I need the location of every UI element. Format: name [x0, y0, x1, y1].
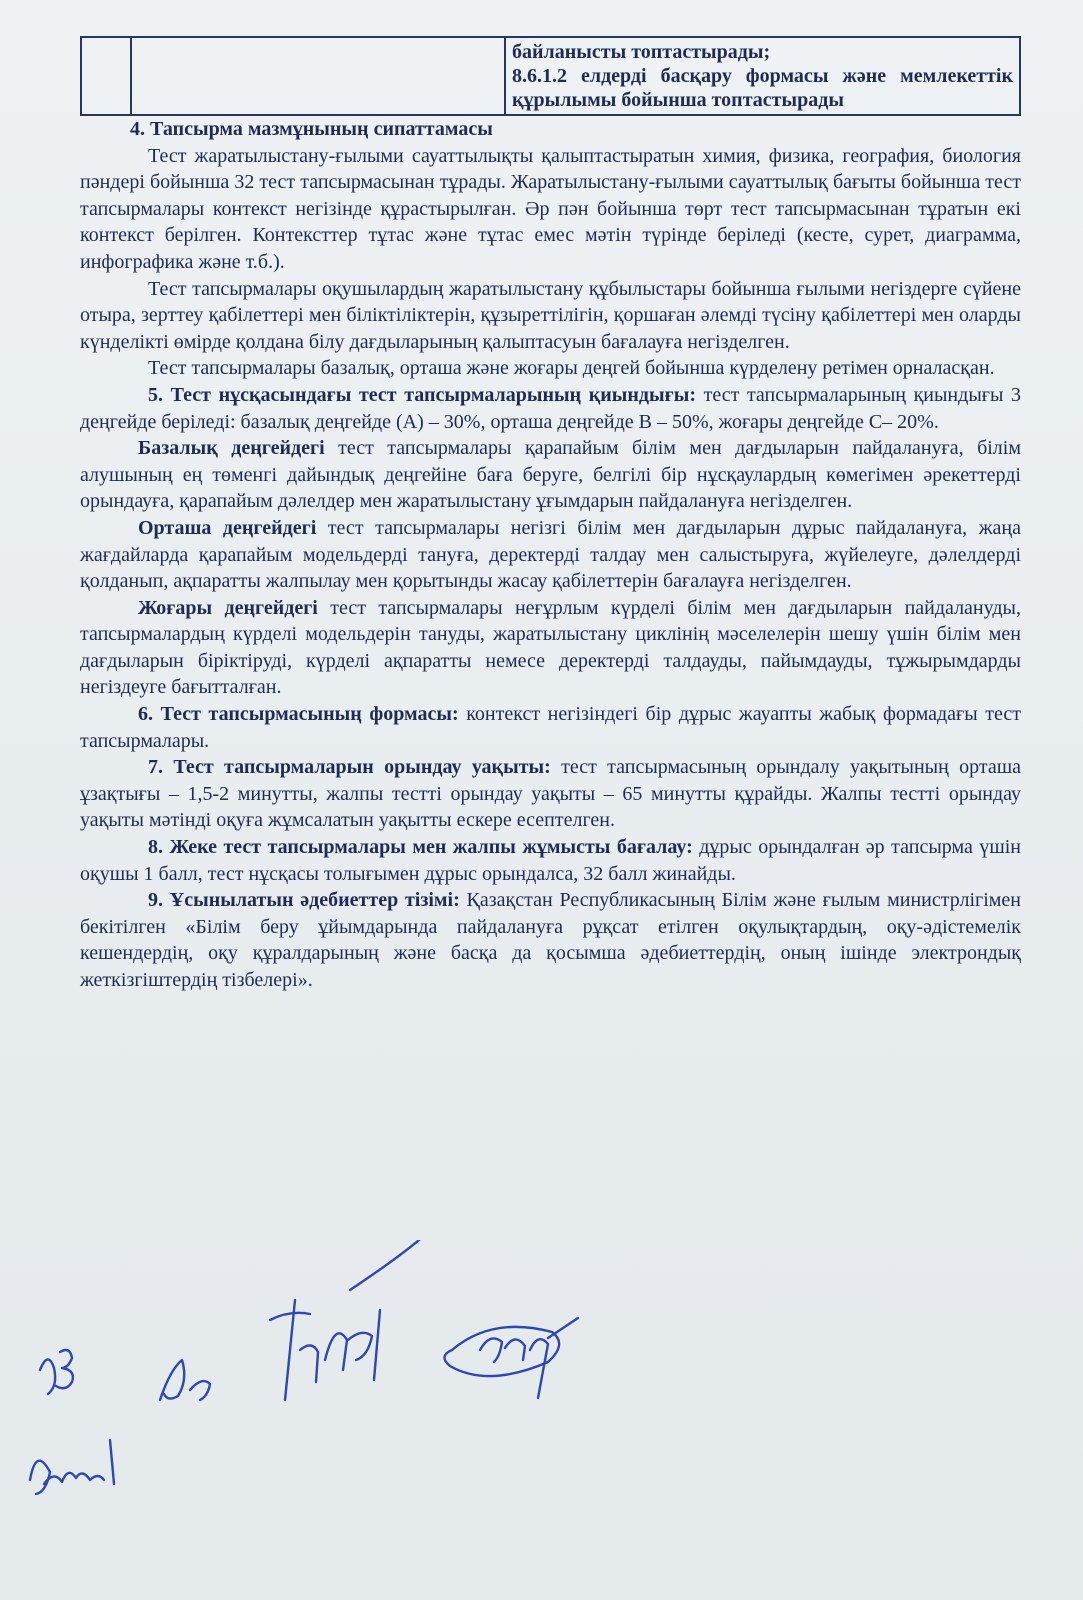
section-5-paragraph	[80, 382, 1021, 435]
signature-5	[30, 1440, 114, 1494]
requirements-table	[80, 36, 1021, 116]
signatures-area	[0, 1240, 1083, 1600]
base-level-paragraph	[80, 435, 1021, 515]
signature-2	[160, 1360, 210, 1400]
section-8-paragraph	[80, 834, 1021, 887]
mid-level-text: тест тапсырмалары негізгі білім мен дағдыларын дұрыс пайдалануға, жаңа жағдайларда қарапайым модельдерді тануға, деректерді талдау мен салыстыруға, жүйелеуге, дәлелдерді қолданып, ақпаратты жалпылау мен қорытынды жасау қабілеттерін бағалауға негізделген.	[80, 516, 1021, 593]
objective-text-1: байланысты топтастырады;	[512, 41, 771, 63]
section-7-text: тест тапсырмасының орындалу уақытының орташа ұзақтығы – 1,5-2 минутты, жалпы тестті орындау уақыты – 65 минутты құрайды. Жалпы тестті орындау уақыты мәтінді оқуға жұмсалатын уақытты ескере есептелген.	[80, 756, 1021, 832]
section-9-paragraph	[80, 887, 1021, 993]
mid-level-term: Орташа деңгейдегі	[138, 516, 317, 539]
section-4-heading: 4. Тапсырма мазмұнының сипаттамасы	[130, 118, 493, 140]
section-6-heading: 6. Тест тапсырмасының формасы:	[138, 703, 459, 726]
section-7-paragraph	[80, 754, 1021, 834]
document-body	[80, 116, 1021, 994]
section-8-heading: 8. Жеке тест тапсырмалары мен жалпы жұмысты бағалау:	[148, 836, 693, 859]
section-5-text: тест тапсырмаларының қиындығы 3 деңгейде беріледі: базалық деңгейде (А) – 30%, орташа деңгейде В – 50%, жоғары деңгейде С– 20%.	[80, 383, 1021, 433]
section-6-text: контекст негізіндегі бір дұрыс жауапты жабық формадағы тест тапсырмалары.	[80, 703, 1021, 752]
section-4-paragraph-3: Тест тапсырмалары базалық, орташа және жоғары деңгей бойынша күрделену ретімен орналасқан.	[148, 357, 995, 380]
high-level-text: тест тапсырмалары неғұрлым күрделі білім мен дағдыларын пайдалануды, тапсырмалардың күрделі модельдерін тануды, жаратылыстану циклінің мәселелерін шешу үшін білім мен дағдыларын біріктіруді, күрделі ақпаратты немесе деректерді талдауды, пайымдауды, тұжырымдарды негіздеуге бағытталған.	[80, 596, 1021, 699]
table-cell-objectives	[505, 37, 1020, 115]
section-6-paragraph	[80, 701, 1021, 754]
base-level-text: тест тапсырмалары қарапайым білім мен дағдыларын пайдалануға, білім алушының ең төменгі дайындық деңгейіне баға беруге, белгілі бір нұсқаулардың көмегімен әрекеттерді орындауға, қарапайым дәлелдер мен жаратылыстану ұғымдарын пайдалануға негізделген.	[80, 437, 1021, 513]
signature-3	[270, 1240, 430, 1400]
objective-text-2: 8.6.1.2 елдерді басқару формасы және мемлекеттік құрылымы бойынша топтастырады	[512, 65, 1013, 111]
section-9-text: Қазақстан Республикасының Білім және ғылым министрлігімен бекітілген «Білім беру ұйымдарында пайдалануға рұқсат етілген оқулықтардың, оқу-әдістемелік кешендердің, оқу құралдарының және басқа да қосымша әдебиеттердің, оның ішінде электрондық жеткізгіштердің тізбелері».	[80, 889, 1021, 991]
section-7-heading: 7. Тест тапсырмаларын орындау уақыты:	[148, 756, 551, 779]
table-cell-number	[81, 37, 131, 115]
table-cell-topic	[131, 37, 505, 115]
high-level-term: Жоғары деңгейдегі	[138, 596, 318, 619]
signature-4	[444, 1318, 578, 1398]
section-5-heading: 5. Тест нұсқасындағы тест тапсырмаларының қиындығы:	[148, 383, 697, 406]
high-level-paragraph	[80, 595, 1021, 701]
signature-1	[40, 1350, 73, 1394]
section-9-heading: 9. Ұсынылатын әдебиеттер тізімі:	[148, 889, 460, 912]
section-4-paragraph-2: Тест тапсырмалары оқушылардың жаратылыстану құбылыстары бойынша ғылыми негіздерге сүйене отыра, зерттеу қабілеттері мен біліктіліктерін, құзыреттілігін, қоршаған әлемді түсіну қабілеттері мен оларды күнделікті өмірде қолдана білу дағдыларының қалыптасуын бағалауға негізделген.	[80, 277, 1021, 353]
table-row	[81, 37, 1020, 115]
base-level-term: Базалық деңгейдегі	[138, 437, 325, 460]
section-8-text: дұрыс орындалған әр тапсырма үшін оқушы 1 балл, тест нұсқасы толығымен дұрыс орындалса, 32 балл жинайды.	[80, 836, 1021, 885]
mid-level-paragraph	[80, 515, 1021, 595]
section-4-paragraph-1: Тест жаратылыстану-ғылыми сауаттылықты қалыптастыратын химия, физика, география, биология пәндері бойынша 32 тест тапсырмасынан тұрады. Жаратылыстану-ғылыми сауаттылық бағыты бойынша тест тапсырмалары контекст негізінде құрастырылған. Әр пән бойынша төрт тест тапсырмасынан тұратын екі контекст берілген. Контексттер тұтас және тұтас емес мәтін түрінде беріледі (кесте, сурет, диаграмма, инфографика және т.б.).	[80, 144, 1021, 273]
